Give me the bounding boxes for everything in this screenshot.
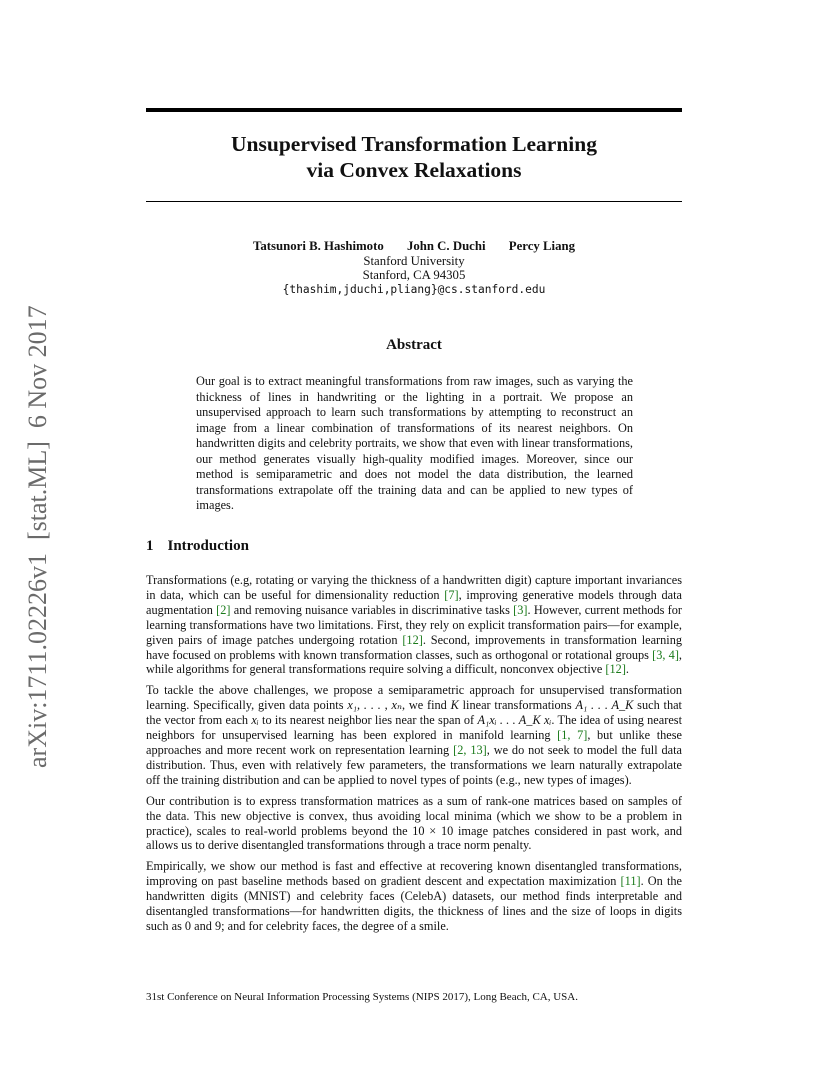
math-expression: 10 × 10: [412, 823, 454, 838]
paper-title: [146, 131, 682, 183]
arxiv-stamp: [0, 0, 72, 1072]
math-expression: x₁, . . . , xₙ: [347, 698, 402, 713]
section-title: Introduction: [167, 538, 249, 554]
text-run: such that the vector from each: [146, 698, 682, 728]
text-run: .: [625, 662, 629, 677]
intro-paragraph-4: [146, 859, 682, 934]
citation-link[interactable]: [2]: [216, 602, 231, 617]
text-run: Empirically, we show our method is fast and effective at recovering known disentangled transformations, improving on past baseline methods based on gradient descent and expectation maximization: [146, 859, 682, 889]
citation-link[interactable]: [12]: [402, 632, 423, 647]
intro-paragraph-2: [146, 683, 682, 787]
text-run: . The idea of using nearest neighbors for unsupervised learning has been explored in manifold learning: [146, 713, 682, 743]
title-rule-top: [146, 108, 682, 112]
citation-link[interactable]: [1, 7]: [557, 728, 588, 743]
citation-link[interactable]: [2, 13]: [453, 742, 487, 757]
author-address: Stanford, CA 94305: [362, 268, 466, 283]
text-run: , while algorithms for general transformations require solving a difficult, nonconvex objective: [146, 647, 682, 677]
math-expression: A₁xᵢ . . . A_K xᵢ: [477, 713, 552, 728]
author-email: {thashim,jduchi,pliang}@cs.stanford.edu: [282, 283, 546, 297]
introduction-body: [146, 573, 682, 940]
math-expression: xᵢ: [251, 713, 259, 728]
paper-title-line-2: via Convex Relaxations: [306, 158, 522, 182]
text-run: , improving generative models through data augmentation: [146, 587, 682, 617]
intro-paragraph-1: [146, 573, 682, 677]
conference-footnote: 31st Conference on Neural Information Processing Systems (NIPS 2017), Long Beach, CA, USA.: [146, 991, 578, 1003]
math-expression: K: [450, 698, 459, 713]
intro-paragraph-3: [146, 794, 682, 854]
text-run: to its nearest neighbor lies near the span of: [258, 713, 478, 728]
text-run: , we do not seek to model the full data distribution. Thus, even with relatively few parameters, the transformations we learn naturally extrapolate off the training distribution and can be applied to novel types of points (e.g., new types of images).: [146, 742, 682, 787]
citation-link[interactable]: [12]: [605, 662, 626, 677]
text-run: To tackle the above challenges, we propose a semiparametric approach for unsupervised transformation learning. Specifically, given data points: [146, 683, 682, 713]
citation-link[interactable]: [7]: [444, 587, 459, 602]
text-run: Transformations (e.g, rotating or varying the thickness of a handwritten digit) capture important invariances in data, which can be useful for dimensionality reduction: [146, 573, 682, 602]
abstract-heading: Abstract: [386, 337, 442, 353]
citation-link[interactable]: [3, 4]: [652, 647, 679, 662]
text-run: . On the handwritten digits (MNIST) and celebrity faces (CelebA) datasets, our method finds interpretable and disentangled transformations—for handwritten digits, the thickness of lines and the size of loops in digits such as 0 and 9; and for celebrity faces, the degree of a smile.: [146, 874, 682, 933]
text-run: Our contribution is to express transformation matrices as a sum of rank-one matrices based on samples of the data. This new objective is convex, thus avoiding local minima (which we show to be a problem in practice), scales to real-world problems beyond the: [146, 793, 682, 838]
author-name-1: Tatsunori B. Hashimoto: [253, 239, 384, 253]
text-run: . Second, improvements in transformation learning have focused on problems with known transformation classes, such as orthogonal or rotational groups: [146, 632, 682, 662]
author-affiliation: Stanford University: [363, 253, 465, 268]
author-names: [146, 239, 682, 254]
text-run: image patches considered in past work, and allows us to derive disentangled transformations through a trace norm penalty.: [146, 823, 682, 853]
text-run: . However, current methods for learning transformations have two limitations. First, they rely on explicit transformation pairs—for example, given pairs of image patches undergoing rotation: [146, 602, 682, 647]
math-expression: A₁ . . . A_K: [575, 698, 634, 713]
section-number: 1: [146, 538, 154, 554]
arxiv-stamp-text: arXiv:1711.02226v1 [stat.ML] 6 Nov 2017: [23, 305, 52, 768]
author-name-2: John C. Duchi: [406, 239, 486, 253]
text-run: linear transformations: [458, 698, 576, 713]
section-heading: [146, 538, 249, 555]
text-run: , we find: [401, 698, 451, 713]
title-rule-bottom: [146, 201, 682, 202]
author-name-3: Percy Liang: [508, 239, 575, 253]
paper-title-line-1: Unsupervised Transformation Learning: [231, 132, 597, 156]
citation-link[interactable]: [11]: [620, 874, 641, 889]
abstract-text: Our goal is to extract meaningful transformations from raw images, such as varying the thickness of lines in handwriting or the lighting in a portrait. We propose an unsupervised approach to learn such transformations by attempting to reconstruct an image from a linear combination of transformations of its nearest neighbors. On handwritten digits and celebrity portraits, we show that even with linear transformations, our method generates visually high-quality modified images. Moreover, since our method is semiparametric and does not model the data distribution, the learned transformations extrapolate off the training data and can be applied to new types of images.: [196, 374, 633, 512]
citation-link[interactable]: [3]: [513, 602, 528, 617]
text-run: , but unlike these approaches and more recent work on representation learning: [146, 728, 682, 757]
text-run: and removing nuisance variables in discriminative tasks: [230, 602, 514, 617]
author-block: [146, 239, 682, 298]
